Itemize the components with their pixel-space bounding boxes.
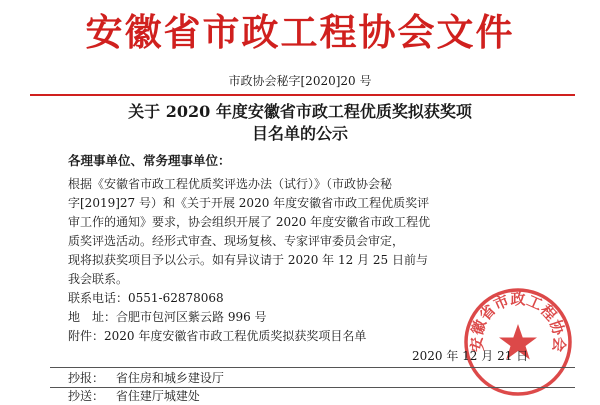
body-line-5: 现将拟获奖项目予以公示。如有异议请于 2020 年 12 月 25 日前与: [68, 253, 428, 267]
send-label: 抄送：: [68, 389, 105, 403]
contact-phone-label: 联系电话：: [68, 291, 129, 305]
official-seal: [462, 286, 574, 398]
contact-phone-value: 0551-62878068: [128, 291, 224, 305]
body-line-4: 质奖评选活动。经形式审查、现场复核、专家评审委员会审定，: [68, 234, 405, 248]
attachment-line: 附件：2020 年度安徽省市政工程优质奖拟获奖项目名单: [68, 329, 367, 343]
contact-address-value: 合肥市包河区紫云路 996 号: [116, 310, 267, 324]
contact-address: [68, 308, 267, 326]
cc-line: [68, 369, 224, 387]
cc-divider: [50, 367, 575, 368]
contact-phone: [68, 289, 224, 307]
body-line-3: 审工作的通知》要求，协会组织开展了 2020 年度安徽省市政工程优: [68, 215, 431, 229]
red-divider: [30, 94, 575, 96]
cc-value: 省住房和城乡建设厅: [115, 371, 224, 385]
send-line: [68, 387, 200, 405]
document-number: 市政协会秘字[2020]20 号: [228, 74, 372, 88]
salutation: 各理事单位、常务理事单位：: [68, 153, 231, 168]
notice-title-line-1: 关于 2020 年度安徽省市政工程优质奖拟获奖项: [128, 102, 472, 121]
issue-date: 2020 年 12 月 21 日: [412, 349, 529, 363]
body-line-2: 字[2019]27 号）和《关于开展 2020 年度安徽省市政工程优质奖评: [68, 196, 430, 210]
body-line-6: 我会联系。: [68, 272, 129, 286]
notice-title-line-2: 目名单的公示: [251, 124, 348, 143]
contact-address-label: 地 址：: [68, 310, 117, 324]
org-header-title: 安徽省市政工程协会文件: [85, 10, 515, 54]
notice-title: [60, 101, 540, 145]
send-value: 省住建厅城建处: [115, 389, 200, 403]
body-line-1: 根据《安徽省市政工程优质奖评选办法（试行）》（市政协会秘: [68, 177, 393, 191]
cc-label: 抄报：: [68, 371, 105, 385]
seal-text: 安徽省市政工程协会: [467, 290, 569, 353]
